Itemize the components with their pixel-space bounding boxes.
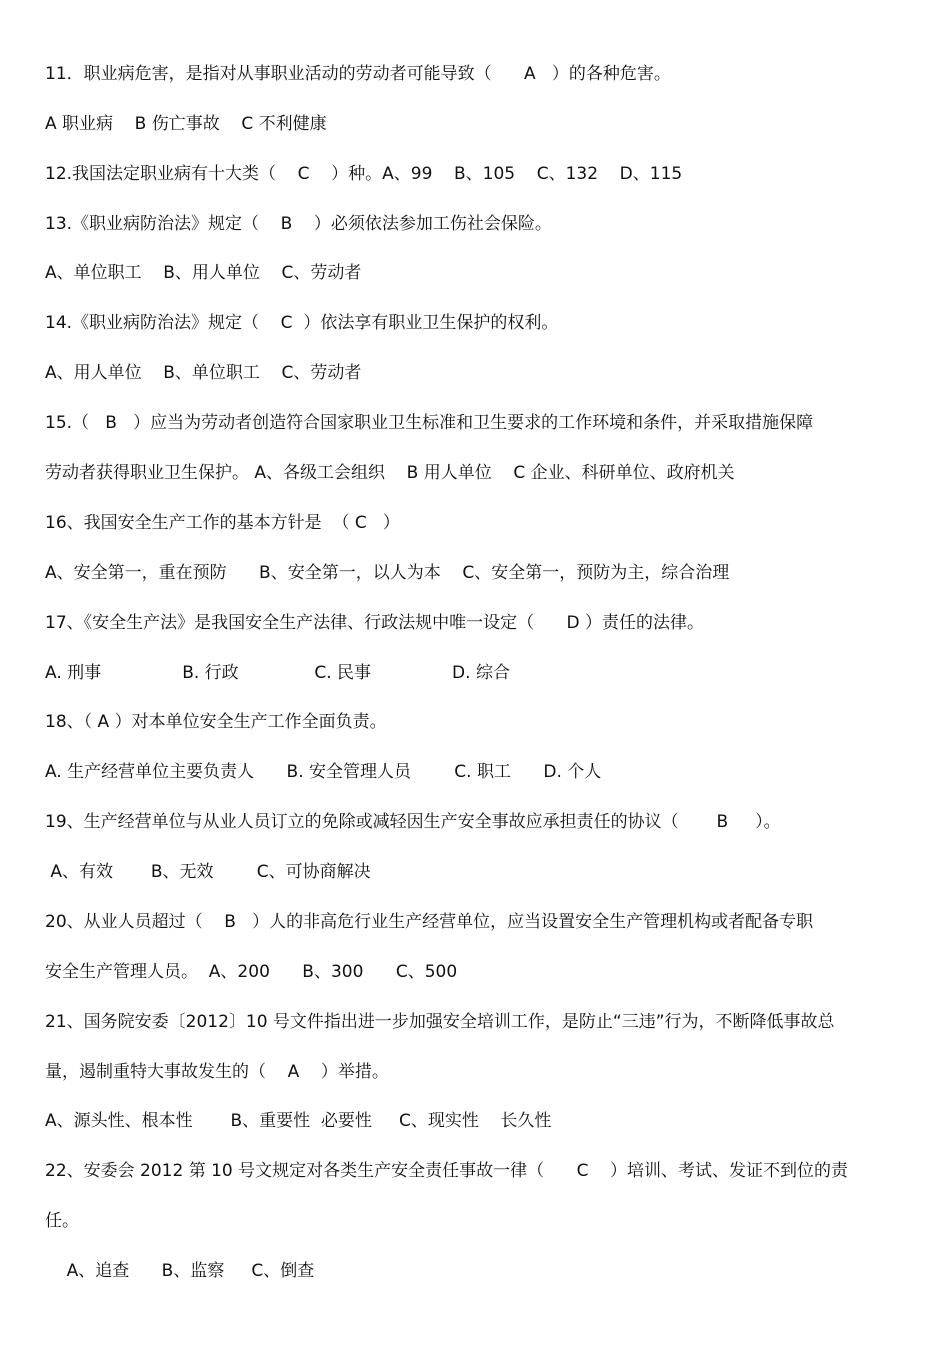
question-21-options: A、源头性、根本性 B、重要性 必要性 C、现实性 长久性 (45, 1111, 552, 1131)
question-19-options: A、有效 B、无效 C、可协商解决 (45, 862, 371, 882)
question-18-stem: 18、（ A ）对本单位安全生产工作全面负责。 (45, 712, 387, 732)
question-21-stem-2: 量，遏制重特大事故发生的（ A ）举措。 (45, 1062, 389, 1082)
question-12: 12.我国法定职业病有十大类（ C ）种。A、99 B、105 C、132 D、115 (45, 164, 683, 184)
question-22-stem-2: 任。 (45, 1211, 79, 1231)
question-16-stem: 16、我国安全生产工作的基本方针是 （ C ） (45, 513, 400, 533)
question-21-stem-1: 21、国务院安委〔2012〕10 号文件指出进一步加强安全培训工作，是防止“三违”行为，不断降低事故总 (45, 1012, 835, 1032)
question-17-options: A. 刑事 B. 行政 C. 民事 D. 综合 (45, 663, 510, 683)
question-22-options: A、追查 B、监察 C、倒查 (45, 1261, 315, 1281)
question-15-options: 劳动者获得职业卫生保护。 A、各级工会组织 B 用人单位 C 企业、科研单位、政府机关 (45, 463, 735, 483)
question-20-stem: 20、从业人员超过（ B ）人的非高危行业生产经营单位，应当设置安全生产管理机构或者配备专职 (45, 912, 814, 932)
question-13-options: A、单位职工 B、用人单位 C、劳动者 (45, 263, 362, 283)
question-14-stem: 14.《职业病防治法》规定（ C ）依法享有职业卫生保护的权利。 (45, 313, 559, 333)
question-18-options: A. 生产经营单位主要负责人 B. 安全管理人员 C. 职工 D. 个人 (45, 762, 602, 782)
question-13-stem: 13.《职业病防治法》规定（ B ）必须依法参加工伤社会保险。 (45, 214, 552, 234)
question-20-options: 安全生产管理人员。 A、200 B、300 C、500 (45, 962, 458, 982)
question-11-stem: 11．职业病危害，是指对从事职业活动的劳动者可能导致（ A ）的各种危害。 (45, 64, 671, 84)
question-11-options: A 职业病 B 伤亡事故 C 不利健康 (45, 114, 327, 134)
question-22-stem-1: 22、安委会 2012 第 10 号文规定对各类生产安全责任事故一律（ C ）培训、考试、发证不到位的责 (45, 1161, 849, 1181)
question-17-stem: 17、《安全生产法》是我国安全生产法律、行政法规中唯一设定（ D ）责任的法律。 (45, 613, 705, 633)
question-15-stem: 15.（ B ）应当为劳动者创造符合国家职业卫生标准和卫生要求的工作环境和条件，并采取措施保障 (45, 413, 814, 433)
question-14-options: A、用人单位 B、单位职工 C、劳动者 (45, 363, 362, 383)
question-19-stem: 19、生产经营单位与从业人员订立的免除或减轻因生产安全事故应承担责任的协议（ B ）。 (45, 812, 781, 832)
question-16-options: A、安全第一，重在预防 B、安全第一，以人为本 C、安全第一，预防为主，综合治理 (45, 563, 730, 583)
